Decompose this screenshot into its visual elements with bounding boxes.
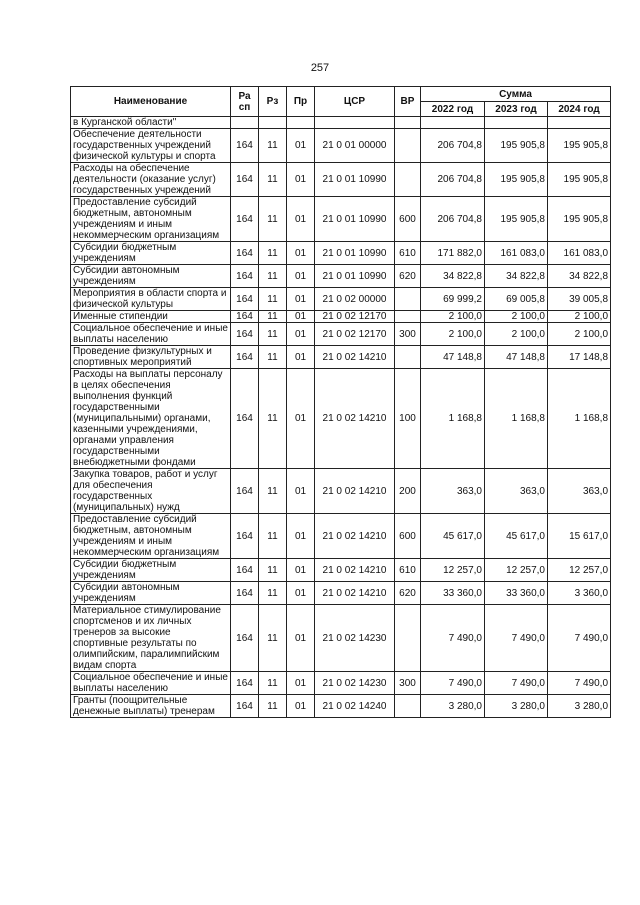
row-2022: 1 168,8 (421, 369, 485, 469)
row-2024: 39 005,8 (548, 288, 611, 311)
table-row (71, 469, 611, 514)
row-2023: 47 148,8 (485, 346, 548, 369)
row-name: Социальное обеспечение и иные выплаты населению (71, 323, 231, 346)
row-name: Субсидии автономным учреждениям (71, 582, 231, 605)
row-name: Предоставление субсидий бюджетным, автономным учреждениям и иным некоммерческим организациям (71, 514, 231, 559)
row-vr (395, 695, 421, 718)
row-rz: 11 (259, 197, 287, 242)
row-2024: 17 148,8 (548, 346, 611, 369)
continuation-row (71, 117, 611, 129)
row-2023: 161 083,0 (485, 242, 548, 265)
row-vr: 200 (395, 469, 421, 514)
row-2022: 206 704,8 (421, 197, 485, 242)
row-2022: 206 704,8 (421, 163, 485, 197)
row-vr (395, 129, 421, 163)
row-rasp: 164 (231, 672, 259, 695)
row-rz: 11 (259, 288, 287, 311)
row-2024: 3 360,0 (548, 582, 611, 605)
row-name: Предоставление субсидий бюджетным, автономным учреждениям и иным некоммерческим организациям (71, 197, 231, 242)
row-2023: 33 360,0 (485, 582, 548, 605)
row-name: Социальное обеспечение и иные выплаты населению (71, 672, 231, 695)
table-row (71, 242, 611, 265)
row-csr: 21 0 02 14210 (315, 369, 395, 469)
row-rz: 11 (259, 672, 287, 695)
row-vr (395, 605, 421, 672)
row-rasp: 164 (231, 265, 259, 288)
row-rasp: 164 (231, 695, 259, 718)
table-row (71, 559, 611, 582)
table-row (71, 265, 611, 288)
row-2022: 34 822,8 (421, 265, 485, 288)
row-rz: 11 (259, 582, 287, 605)
header-year-2022: 2022 год (421, 102, 485, 117)
row-name: Субсидии автономным учреждениям (71, 265, 231, 288)
row-csr: 21 0 01 10990 (315, 265, 395, 288)
header-name: Наименование (71, 87, 231, 117)
row-rasp: 164 (231, 582, 259, 605)
row-vr: 620 (395, 582, 421, 605)
row-2022: 45 617,0 (421, 514, 485, 559)
budget-table (70, 86, 611, 718)
row-rz: 11 (259, 129, 287, 163)
row-2022: 7 490,0 (421, 605, 485, 672)
row-csr: 21 0 01 00000 (315, 129, 395, 163)
row-pr: 01 (287, 559, 315, 582)
row-2024: 161 083,0 (548, 242, 611, 265)
row-pr: 01 (287, 605, 315, 672)
row-2024: 7 490,0 (548, 605, 611, 672)
row-rz: 11 (259, 559, 287, 582)
table-row (71, 582, 611, 605)
header-rz: Рз (259, 87, 287, 117)
row-csr: 21 0 02 14210 (315, 346, 395, 369)
row-2023: 2 100,0 (485, 311, 548, 323)
row-pr: 01 (287, 311, 315, 323)
row-2023: 34 822,8 (485, 265, 548, 288)
row-vr: 300 (395, 672, 421, 695)
row-csr: 21 0 02 12170 (315, 311, 395, 323)
row-rasp: 164 (231, 311, 259, 323)
row-2024: 3 280,0 (548, 695, 611, 718)
row-name: Расходы на выплаты персоналу в целях обеспечения выполнения функций государственными (муниципальными) органами, казенными учреждениями, органами управления государственными внебюджетными фондами (71, 369, 231, 469)
row-2022: 3 280,0 (421, 695, 485, 718)
row-2023: 195 905,8 (485, 129, 548, 163)
row-2024: 1 168,8 (548, 369, 611, 469)
row-vr: 620 (395, 265, 421, 288)
row-pr: 01 (287, 514, 315, 559)
row-2023: 7 490,0 (485, 605, 548, 672)
header-year-2023: 2023 год (485, 102, 548, 117)
table-row (71, 346, 611, 369)
row-vr (395, 346, 421, 369)
row-name: Мероприятия в области спорта и физической культуры (71, 288, 231, 311)
row-csr: 21 0 01 10990 (315, 163, 395, 197)
table-row (71, 311, 611, 323)
row-csr: 21 0 01 10990 (315, 197, 395, 242)
row-name: Субсидии бюджетным учреждениям (71, 242, 231, 265)
row-2023: 195 905,8 (485, 197, 548, 242)
table-row (71, 514, 611, 559)
row-2023: 45 617,0 (485, 514, 548, 559)
table-row (71, 129, 611, 163)
table-row (71, 163, 611, 197)
row-rz: 11 (259, 469, 287, 514)
row-2024: 2 100,0 (548, 323, 611, 346)
row-vr: 610 (395, 242, 421, 265)
row-rasp: 164 (231, 163, 259, 197)
row-rz: 11 (259, 369, 287, 469)
header-pr: Пр (287, 87, 315, 117)
row-csr: 21 0 02 14210 (315, 559, 395, 582)
row-2022: 7 490,0 (421, 672, 485, 695)
row-rasp: 164 (231, 514, 259, 559)
row-csr: 21 0 02 14230 (315, 672, 395, 695)
row-rz: 11 (259, 514, 287, 559)
row-pr: 01 (287, 288, 315, 311)
table-row (71, 288, 611, 311)
row-name: Гранты (поощрительные денежные выплаты) тренерам (71, 695, 231, 718)
table-row (71, 197, 611, 242)
row-name: Субсидии бюджетным учреждениям (71, 559, 231, 582)
header-year-2024: 2024 год (548, 102, 611, 117)
row-pr: 01 (287, 265, 315, 288)
row-pr: 01 (287, 323, 315, 346)
row-2022: 12 257,0 (421, 559, 485, 582)
row-csr: 21 0 02 14230 (315, 605, 395, 672)
row-csr: 21 0 02 00000 (315, 288, 395, 311)
row-vr (395, 163, 421, 197)
row-2024: 34 822,8 (548, 265, 611, 288)
row-pr: 01 (287, 197, 315, 242)
header-sum: Сумма (421, 87, 611, 102)
row-pr: 01 (287, 163, 315, 197)
row-rz: 11 (259, 346, 287, 369)
row-rz: 11 (259, 323, 287, 346)
row-rasp: 164 (231, 346, 259, 369)
row-pr: 01 (287, 129, 315, 163)
row-vr (395, 311, 421, 323)
row-rz: 11 (259, 163, 287, 197)
row-csr: 21 0 02 14210 (315, 514, 395, 559)
row-vr: 610 (395, 559, 421, 582)
row-2022: 2 100,0 (421, 311, 485, 323)
row-rasp: 164 (231, 605, 259, 672)
row-pr: 01 (287, 582, 315, 605)
row-2023: 2 100,0 (485, 323, 548, 346)
row-2024: 195 905,8 (548, 197, 611, 242)
row-2024: 195 905,8 (548, 163, 611, 197)
row-2024: 195 905,8 (548, 129, 611, 163)
table-row (71, 695, 611, 718)
table-row (71, 323, 611, 346)
row-rz: 11 (259, 605, 287, 672)
row-pr: 01 (287, 346, 315, 369)
row-pr: 01 (287, 672, 315, 695)
row-name: Закупка товаров, работ и услуг для обеспечения государственных (муниципальных) нужд (71, 469, 231, 514)
row-csr: 21 0 02 14210 (315, 469, 395, 514)
row-csr: 21 0 01 10990 (315, 242, 395, 265)
row-2022: 47 148,8 (421, 346, 485, 369)
row-csr: 21 0 02 14240 (315, 695, 395, 718)
header-row-1 (71, 87, 611, 102)
row-pr: 01 (287, 469, 315, 514)
table-row (71, 369, 611, 469)
row-2022: 69 999,2 (421, 288, 485, 311)
row-name: Расходы на обеспечение деятельности (оказание услуг) государственных учреждений (71, 163, 231, 197)
row-2022: 171 882,0 (421, 242, 485, 265)
table-row (71, 605, 611, 672)
row-csr: 21 0 02 14210 (315, 582, 395, 605)
row-rz: 11 (259, 265, 287, 288)
row-2022: 206 704,8 (421, 129, 485, 163)
row-rasp: 164 (231, 197, 259, 242)
row-rasp: 164 (231, 129, 259, 163)
row-2023: 7 490,0 (485, 672, 548, 695)
header-rasp: Ра сп (231, 87, 259, 117)
header-vr: ВР (395, 87, 421, 117)
row-2024: 363,0 (548, 469, 611, 514)
row-vr: 600 (395, 514, 421, 559)
row-rz: 11 (259, 311, 287, 323)
row-rasp: 164 (231, 369, 259, 469)
page-number: 257 (310, 62, 330, 74)
row-vr: 300 (395, 323, 421, 346)
row-vr: 100 (395, 369, 421, 469)
row-2023: 195 905,8 (485, 163, 548, 197)
row-2023: 363,0 (485, 469, 548, 514)
row-rasp: 164 (231, 323, 259, 346)
table-row (71, 672, 611, 695)
row-rasp: 164 (231, 288, 259, 311)
row-rz: 11 (259, 695, 287, 718)
row-name: Именные стипендии (71, 311, 231, 323)
header-csr: ЦСР (315, 87, 395, 117)
row-rasp: 164 (231, 469, 259, 514)
row-pr: 01 (287, 242, 315, 265)
row-2022: 363,0 (421, 469, 485, 514)
row-name: Обеспечение деятельности государственных учреждений физической культуры и спорта (71, 129, 231, 163)
row-vr: 600 (395, 197, 421, 242)
row-csr: 21 0 02 12170 (315, 323, 395, 346)
row-2024: 12 257,0 (548, 559, 611, 582)
row-rasp: 164 (231, 242, 259, 265)
row-name: Проведение физкультурных и спортивных мероприятий (71, 346, 231, 369)
row-rasp: 164 (231, 559, 259, 582)
row-2022: 2 100,0 (421, 323, 485, 346)
row-rz: 11 (259, 242, 287, 265)
row-2024: 7 490,0 (548, 672, 611, 695)
row-pr: 01 (287, 695, 315, 718)
row-2023: 12 257,0 (485, 559, 548, 582)
row-vr (395, 288, 421, 311)
row-2023: 69 005,8 (485, 288, 548, 311)
row-2024: 15 617,0 (548, 514, 611, 559)
continuation-text: в Курганской области" (71, 117, 231, 129)
row-2024: 2 100,0 (548, 311, 611, 323)
row-2023: 1 168,8 (485, 369, 548, 469)
row-pr: 01 (287, 369, 315, 469)
row-2022: 33 360,0 (421, 582, 485, 605)
row-name: Материальное стимулирование спортсменов и их личных тренеров за высокие спортивные результаты по олимпийским, паралимпийским видам спорта (71, 605, 231, 672)
row-2023: 3 280,0 (485, 695, 548, 718)
